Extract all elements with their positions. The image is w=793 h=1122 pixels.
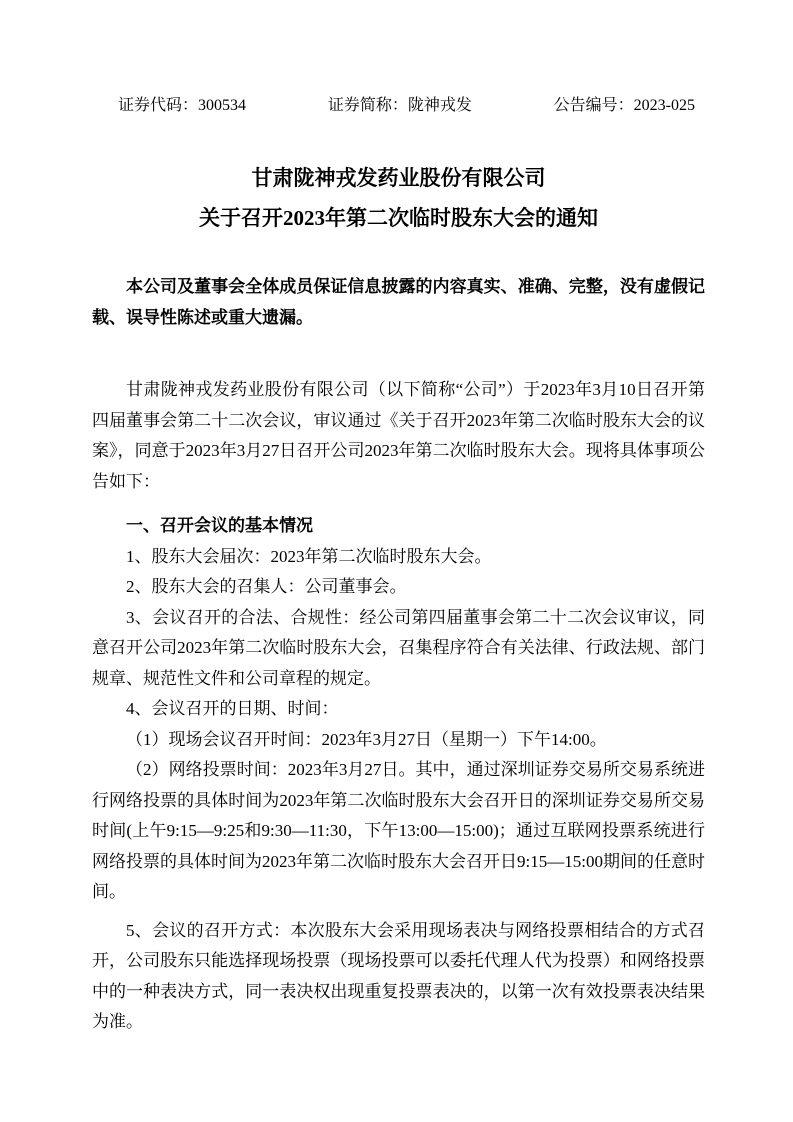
intro-paragraph: 甘肃陇神戎发药业股份有限公司（以下简称“公司”）于2023年3月10日召开第四届董事会第二十二次会议，审议通过《关于召开2023年第二次临时股东大会的议案》，同意于2023年3月27日召开公司2023年第二次临时股东大会。现将具体事项公告如下： — [92, 380, 705, 491]
company-name-title: 甘肃陇神戎发药业股份有限公司 — [251, 166, 546, 190]
item-convener: 2、股东大会的召集人：公司董事会。 — [126, 577, 407, 596]
item-online-voting-time: （2）网络投票时间：2023年3月27日。其中，通过深圳证券交易所交易系统进行网络投票的具体时间为2023年第二次临时股东大会召开日的深圳证券交易所交易时间(上午9:15—9:25和9:30—11:30，下午13:00—15:00)；通过互联网投票系统进行网络投票的具体时间为2023年第二次临时股东大会召开日9:15—15:00期间的任意时间。 — [92, 760, 705, 901]
disclaimer-paragraph: 本公司及董事会全体成员保证信息披露的内容真实、准确、完整，没有虚假记载、误导性陈述或重大遗漏。 — [92, 277, 705, 327]
stock-code: 证券代码：300534 — [118, 97, 247, 114]
document-header — [92, 97, 705, 115]
item-meeting-session: 1、股东大会届次：2023年第二次临时股东大会。 — [126, 546, 492, 566]
announcement-number: 公告编号：2023-025 — [553, 97, 695, 114]
item-legality: 3、会议召开的合法、合规性：经公司第四届董事会第二十二次会议审议，同意召开公司2023年第二次临时股东大会，召集程序符合有关法律、行政法规、部门规章、规范性文件和公司章程的规定。 — [92, 607, 705, 688]
item-meeting-method: 5、会议的召开方式：本次股东大会采用现场表决与网络投票相结合的方式召开，公司股东只能选择现场投票（现场投票可以委托代理人代为投票）和网络投票中的一种表决方式，同一表决权出现重复投票表决的，以第一次有效投票表决结果为准。 — [92, 920, 705, 1031]
item-date-time: 4、会议召开的日期、时间： — [126, 699, 339, 718]
section-heading-basic-info: 一、召开会议的基本情况 — [126, 516, 313, 535]
stock-abbr: 证券简称：陇神戎发 — [327, 97, 472, 114]
notice-title: 关于召开2023年第二次临时股东大会的通知 — [199, 206, 598, 230]
item-onsite-meeting-time: （1）现场会议召开时间：2023年3月27日（星期一）下午14:00。 — [126, 729, 607, 749]
